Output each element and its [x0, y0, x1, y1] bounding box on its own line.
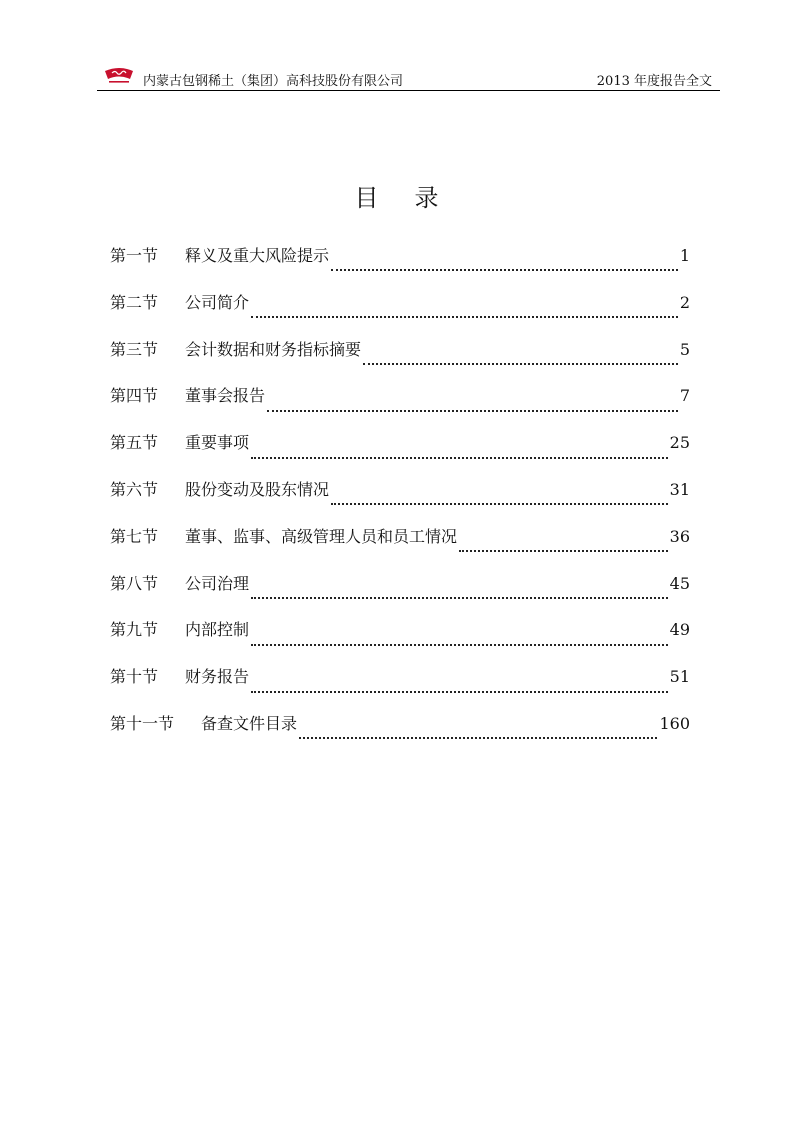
toc-entry[interactable]	[110, 711, 690, 758]
toc-page-number: 45	[669, 573, 690, 593]
page-header	[97, 64, 720, 91]
dot-leader	[251, 597, 668, 599]
toc-section-number: 第八节	[110, 573, 159, 593]
toc-section-title: 公司简介	[185, 292, 250, 312]
toc-section-title: 财务报告	[185, 667, 250, 687]
toc-section-title: 重要事项	[185, 433, 250, 453]
toc-section-title: 内部控制	[185, 620, 250, 640]
toc-page-number: 5	[679, 339, 690, 359]
toc-section-title: 董事、监事、高级管理人员和员工情况	[185, 526, 458, 546]
toc-section-title: 股份变动及股东情况	[185, 479, 330, 499]
toc-section-number: 第十一节	[110, 713, 175, 733]
toc-section-number: 第四节	[110, 386, 159, 406]
toc-section-title: 董事会报告	[185, 386, 266, 406]
dot-leader	[363, 363, 678, 365]
toc-page-number: 31	[669, 479, 690, 499]
toc-entry[interactable]	[110, 571, 690, 618]
toc-page-number: 2	[679, 292, 690, 312]
dot-leader	[251, 691, 668, 693]
toc-section-number: 第三节	[110, 339, 159, 359]
toc-page-number: 36	[669, 526, 690, 546]
toc-section-title: 备查文件目录	[201, 713, 298, 733]
report-title: 2013 年度报告全文	[596, 74, 712, 89]
dot-leader	[251, 316, 678, 318]
toc-entry[interactable]	[110, 477, 690, 524]
dot-leader	[251, 457, 668, 459]
table-of-contents	[110, 243, 690, 758]
toc-section-title: 会计数据和财务指标摘要	[185, 339, 362, 359]
toc-entry[interactable]	[110, 337, 690, 384]
toc-section-number: 第九节	[110, 620, 159, 640]
company-logo-icon	[103, 66, 135, 86]
dot-leader	[459, 550, 668, 552]
toc-heading: 目录	[354, 184, 475, 212]
toc-section-number: 第十节	[110, 667, 159, 687]
dot-leader	[299, 737, 657, 739]
toc-entry[interactable]	[110, 290, 690, 337]
toc-section-number: 第二节	[110, 292, 159, 312]
toc-section-number: 第一节	[110, 246, 159, 265]
toc-entry[interactable]	[110, 617, 690, 664]
toc-entry[interactable]	[110, 524, 690, 571]
toc-entry[interactable]	[110, 243, 690, 290]
toc-page-number: 1	[679, 246, 690, 265]
toc-page-number: 160	[659, 713, 690, 733]
dot-leader	[251, 644, 668, 646]
toc-page-number: 25	[669, 433, 690, 453]
dot-leader	[331, 269, 678, 271]
toc-page-number: 51	[669, 667, 690, 687]
toc-section-title: 公司治理	[185, 573, 250, 593]
company-name: 内蒙古包钢稀土（集团）高科技股份有限公司	[143, 74, 404, 89]
toc-page-number: 7	[679, 386, 690, 406]
toc-entry[interactable]	[110, 383, 690, 430]
dot-leader	[267, 410, 678, 412]
toc-entry[interactable]	[110, 430, 690, 477]
toc-section-number: 第七节	[110, 526, 159, 546]
toc-entry[interactable]	[110, 664, 690, 711]
toc-section-number: 第六节	[110, 479, 159, 499]
dot-leader	[331, 503, 668, 505]
toc-section-title: 释义及重大风险提示	[185, 246, 330, 265]
toc-section-number: 第五节	[110, 433, 159, 453]
toc-page-number: 49	[669, 620, 690, 640]
